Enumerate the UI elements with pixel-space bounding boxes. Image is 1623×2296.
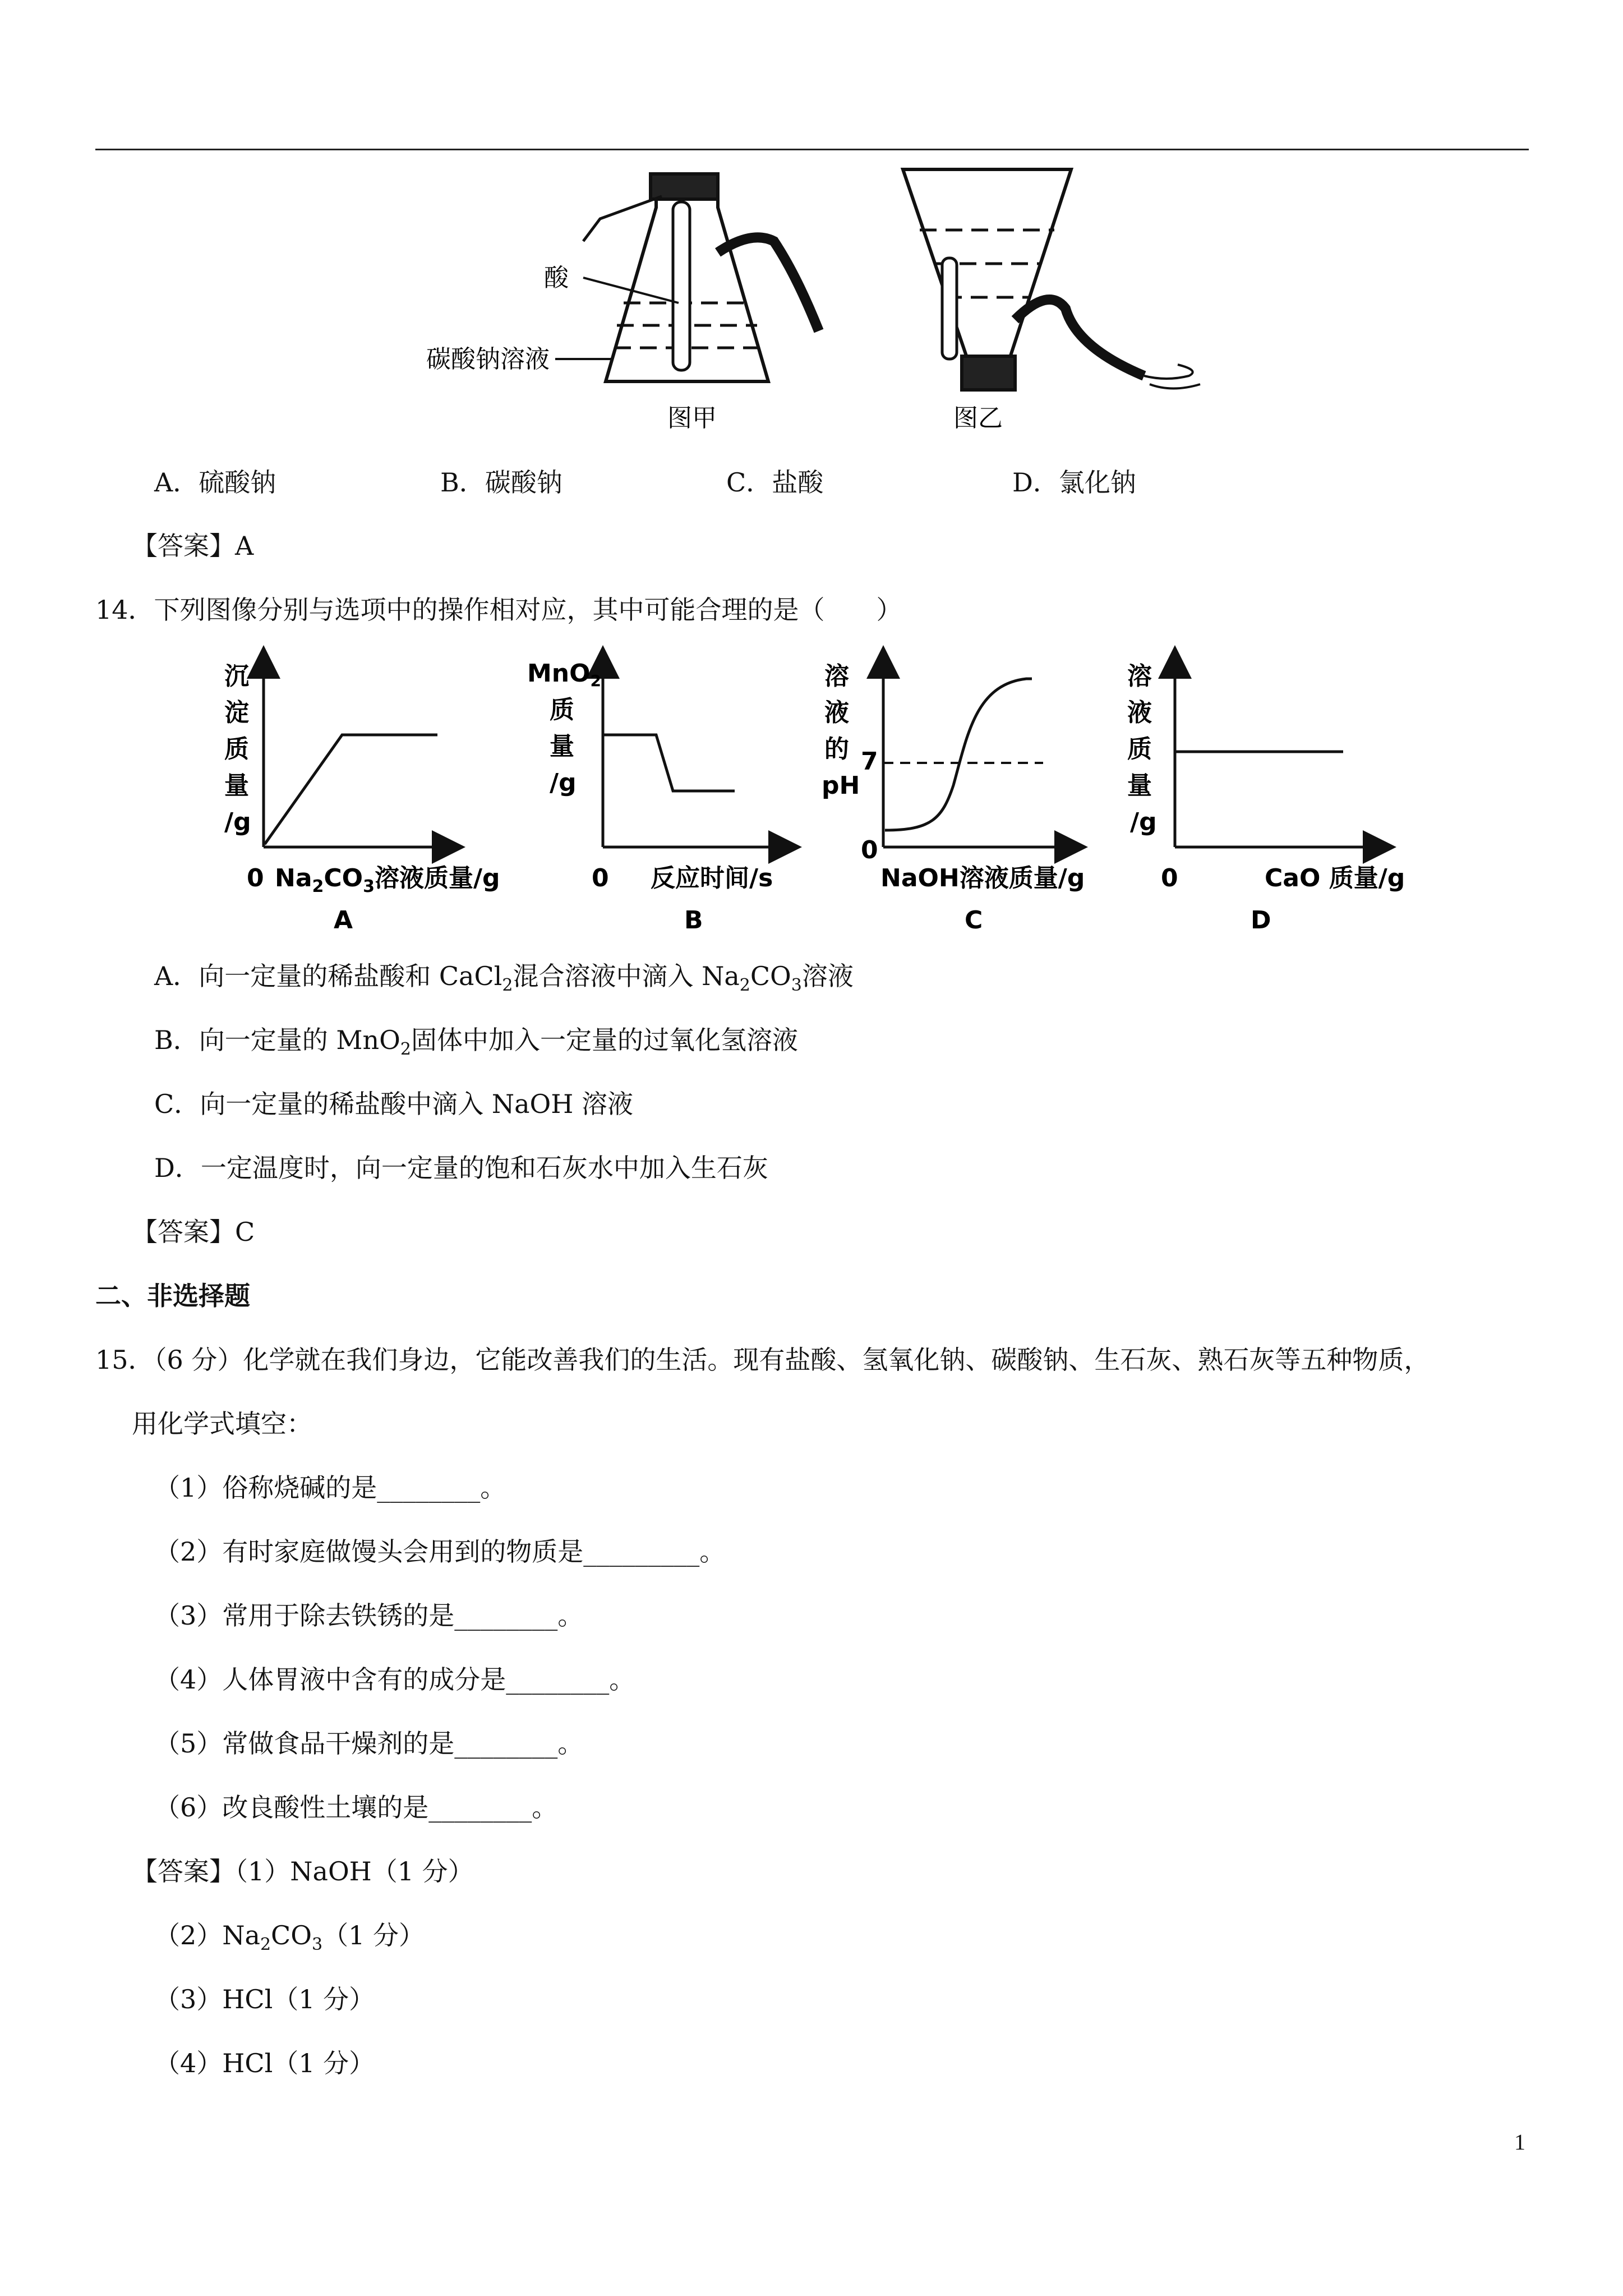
graph-a-ylabel-1: 沉 <box>224 662 249 691</box>
page-number: 1 <box>1514 2129 1525 2155</box>
q15-answer-4: （4）HCl（1 分） <box>154 2048 375 2078</box>
graph-c-xlabel: NaOH溶液质量/g <box>880 864 1085 892</box>
label-solution: 碳酸钠溶液 <box>426 345 550 374</box>
graph-d <box>1127 662 1405 935</box>
graph-c-ylabel-4: pH <box>822 771 860 800</box>
q14-option-a: A．向一定量的稀盐酸和 CaCl$_2$混合溶液中滴入 $Na_2CO_3$溶液 <box>154 961 854 996</box>
header-rule <box>95 149 1529 150</box>
q13-option-c: C．盐酸 <box>726 467 824 498</box>
graph-a-letter: A <box>334 906 353 935</box>
graph-d-ylabel-5: /g <box>1130 808 1157 836</box>
graph-c-curve <box>885 679 1032 830</box>
graph-d-ylabel-4: 量 <box>1127 771 1152 800</box>
section-heading: 二、非选择题 <box>95 1281 250 1311</box>
graph-d-ylabel-2: 液 <box>1127 698 1152 727</box>
q15-stem-line2: 用化学式填空： <box>132 1409 312 1439</box>
graph-c-tick-7: 7 <box>861 747 878 776</box>
graph-b-ylabel-3: /g <box>550 769 577 797</box>
q15-item-5: （5）常做食品干燥剂的是________。 <box>154 1728 584 1759</box>
graph-d-ylabel-3: 质 <box>1127 735 1152 763</box>
q14-stem: 14．下列图像分别与选项中的操作相对应，其中可能合理的是（ ） <box>95 595 902 625</box>
graph-a-ylabel-2: 淀 <box>224 698 249 727</box>
q14-graphs <box>213 651 1424 942</box>
q15-answer-1: 【答案】（1）NaOH（1 分） <box>132 1856 474 1887</box>
graph-a-xlabel: $Na_2CO_3$溶液质量/g <box>275 864 500 896</box>
q15-stem-line1: 15．（6 分）化学就在我们身边，它能改善我们的生活。现有盐酸、氢氧化钠、碳酸钠、生石灰、熟石灰等五种物质， <box>95 1345 1430 1375</box>
q15-item-3: （3）常用于除去铁锈的是________。 <box>154 1600 584 1631</box>
q13-option-d: D．氯化钠 <box>1012 467 1136 498</box>
graph-b-curve <box>603 735 735 791</box>
caption-figure-a: 图甲 <box>667 404 717 432</box>
graph-a-origin: 0 <box>247 864 264 892</box>
graph-c-ylabel-1: 溶 <box>824 662 849 691</box>
graph-a <box>224 662 500 935</box>
graph-a-ylabel-4: 量 <box>224 771 249 800</box>
q15-answer-2: $(2)Na_2CO_3(1$ 分） <box>154 1920 425 1955</box>
graph-b-ylabel-2: 量 <box>550 732 574 761</box>
q14-answer: 【答案】C <box>132 1217 255 1247</box>
flask-apparatus <box>583 174 819 381</box>
graph-a-ylabel-5: /g <box>224 808 251 836</box>
q15-item-2: （2）有时家庭做馒头会用到的物质是_________。 <box>154 1536 726 1567</box>
graph-d-origin: 0 <box>1161 864 1178 892</box>
label-acid: 酸 <box>544 264 569 292</box>
q13-option-a: A．硫酸钠 <box>154 467 276 498</box>
q15-item-6: （6）改良酸性土壤的是________。 <box>154 1792 558 1823</box>
graph-c-letter: C <box>965 906 983 935</box>
graph-b-xlabel: 反应时间/s <box>651 864 773 892</box>
graph-c-ylabel-2: 液 <box>824 698 849 727</box>
svg-text:MnO2: MnO2 <box>527 659 601 690</box>
caption-figure-b: 图乙 <box>953 404 1003 432</box>
graph-b-origin: 0 <box>592 864 609 892</box>
graph-b <box>527 659 785 935</box>
funnel-apparatus <box>903 169 1200 390</box>
graph-c <box>822 662 1085 935</box>
graph-d-ylabel-1: 溶 <box>1127 662 1152 691</box>
q15-item-4: （4）人体胃液中含有的成分是________。 <box>154 1664 635 1695</box>
q14-option-c: C．向一定量的稀盐酸中滴入 NaOH 溶液 <box>154 1089 633 1119</box>
apparatus-figure <box>415 163 1290 449</box>
q14-option-d: D．一定温度时，向一定量的饱和石灰水中加入生石灰 <box>154 1153 768 1183</box>
q13-option-b: B．碳酸钠 <box>440 467 562 498</box>
q14-option-b: B．向一定量的 MnO$_2$固体中加入一定量的过氧化氢溶液 <box>154 1025 798 1060</box>
graph-d-letter: D <box>1251 906 1271 935</box>
graph-c-origin: 0 <box>861 836 878 864</box>
graph-d-xlabel: CaO 质量/g <box>1265 864 1405 892</box>
graph-c-ylabel-3: 的 <box>824 735 849 763</box>
graph-b-ylabel-1: 质 <box>550 696 574 724</box>
q15-item-1: （1）俗称烧碱的是________。 <box>154 1473 506 1503</box>
graph-b-letter: B <box>684 906 703 935</box>
graph-a-curve <box>265 735 437 844</box>
q13-answer: 【答案】A <box>132 531 254 561</box>
q15-answer-3: （3）HCl（1 分） <box>154 1984 375 2014</box>
graph-a-ylabel-3: 质 <box>224 735 249 763</box>
